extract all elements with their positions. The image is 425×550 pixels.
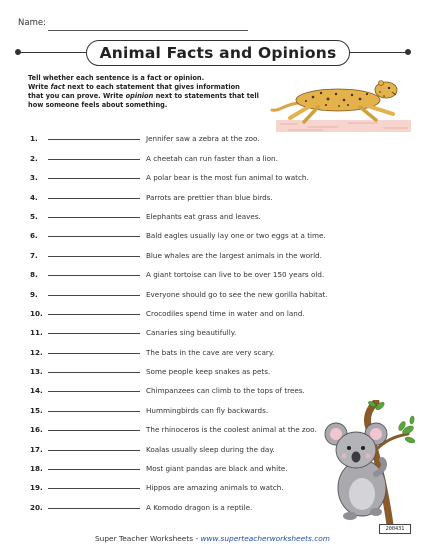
question-row [30,318,390,337]
instructions-line-2: Write fact next to each statement that gives information [28,83,240,91]
question-text: Jennifer saw a zebra at the zoo. [146,134,260,144]
answer-blank[interactable] [48,256,140,257]
question-text: Canaries sing beautifully. [146,328,237,338]
answer-blank[interactable] [48,295,140,296]
title-banner [18,40,408,66]
answer-blank[interactable] [48,314,140,315]
answer-blank[interactable] [48,236,140,237]
question-number: 16. [30,425,43,435]
question-row [30,240,390,259]
question-text: A Komodo dragon is a reptile. [146,502,253,512]
question-text: Crocodiles spend time in water and on land. [146,308,305,318]
name-label: Name: [18,18,46,28]
question-text: Most giant pandas are black and white. [146,464,288,474]
question-text: A polar bear is the most fun animal to watch. [146,173,309,183]
instructions-line-1: Tell whether each sentence is a fact or opinion. [28,74,205,82]
question-row [30,182,390,201]
answer-blank[interactable] [48,411,140,412]
title-dot-left [15,49,21,55]
question-number: 6. [30,231,38,241]
answer-blank[interactable] [48,178,140,179]
answer-blank[interactable] [48,488,140,489]
question-row [30,163,390,182]
instructions [28,74,278,110]
question-number: 4. [30,192,38,202]
question-text: A cheetah can run faster than a lion. [146,153,278,163]
question-row [30,202,390,221]
koala-illustration [320,400,415,525]
question-number: 19. [30,483,43,493]
question-text: Chimpanzees can climb to the tops of trees. [146,386,305,396]
question-row [30,376,390,395]
question-number: 20. [30,502,43,512]
footer-brand: Super Teacher Worksheets [94,534,194,543]
question-number: 2. [30,153,38,163]
question-text: Bald eagles usually lay one or two eggs at a time. [146,231,326,241]
title-dot-right [405,49,411,55]
answer-blank[interactable] [48,139,140,140]
footer-url-link[interactable]: www.superteacherworksheets.com [200,534,330,543]
question-row [30,124,390,143]
answer-blank[interactable] [48,372,140,373]
question-text: Elephants eat grass and leaves. [146,211,261,221]
question-row [30,260,390,279]
answer-blank[interactable] [48,450,140,451]
question-text: Everyone should go to see the new gorilla habitat. [146,289,328,299]
answer-blank[interactable] [48,430,140,431]
title-rule-left [18,52,86,53]
answer-blank[interactable] [48,353,140,354]
instructions-line-3: that you can prove. Write opinion next to statements that tell [28,92,259,100]
question-number: 15. [30,405,43,415]
question-row [30,337,390,356]
question-number: 10. [30,308,43,318]
question-number: 17. [30,444,43,454]
worksheet-code: 200431 [379,524,411,534]
question-number: 3. [30,173,38,183]
question-number: 18. [30,464,43,474]
question-text: Hummingbirds can fly backwards. [146,405,269,415]
question-row [30,299,390,318]
question-text: A giant tortoise can live to be over 150 years old. [146,270,325,280]
question-row [30,143,390,162]
page-title: Animal Facts and Opinions [86,40,350,66]
answer-blank[interactable] [48,198,140,199]
answer-blank[interactable] [48,159,140,160]
question-text: Koalas usually sleep during the day. [146,444,275,454]
question-text: Blue whales are the largest animals in the world. [146,250,322,260]
answer-blank[interactable] [48,333,140,334]
question-row [30,221,390,240]
question-number: 14. [30,386,43,396]
name-field-line[interactable] [48,30,248,31]
question-number: 5. [30,211,38,221]
question-text: Parrots are prettier than blue birds. [146,192,273,202]
question-row [30,357,390,376]
question-text: The rhinoceros is the coolest animal at the zoo. [146,425,317,435]
answer-blank[interactable] [48,275,140,276]
question-number: 13. [30,367,43,377]
answer-blank[interactable] [48,508,140,509]
question-number: 7. [30,250,38,260]
question-text: Some people keep snakes as pets. [146,367,271,377]
question-text: The bats in the cave are very scary. [146,347,275,357]
question-number: 9. [30,289,38,299]
instructions-line-4: how someone feels about something. [28,101,168,109]
answer-blank[interactable] [48,469,140,470]
answer-blank[interactable] [48,391,140,392]
answer-blank[interactable] [48,217,140,218]
question-number: 8. [30,270,38,280]
question-number: 1. [30,134,38,144]
question-row [30,279,390,298]
question-number: 11. [30,328,43,338]
footer: Super Teacher Worksheets - www.superteacherworksheets.com [94,534,330,543]
question-number: 12. [30,347,43,357]
title-rule-right [348,52,408,53]
question-text: Hippos are amazing animals to watch. [146,483,284,493]
